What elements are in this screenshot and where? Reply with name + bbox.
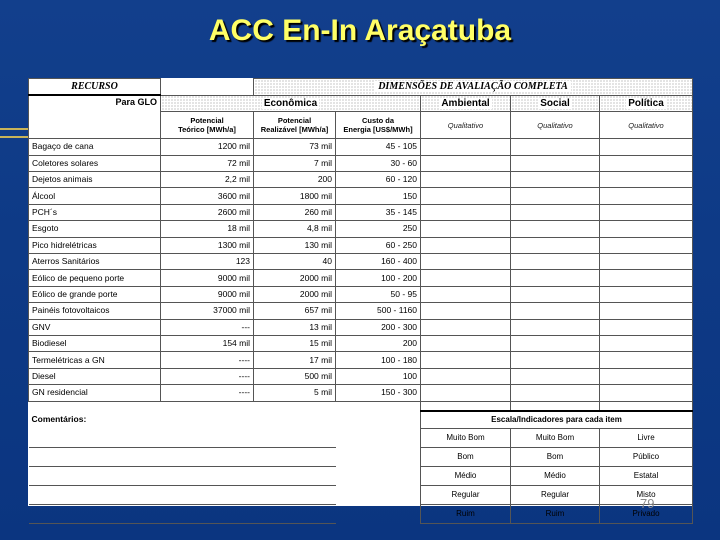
potencial-teorico-cell: ---- — [161, 352, 254, 368]
escala-cell: Regular — [511, 485, 600, 504]
ambiental-cell — [421, 319, 511, 335]
slide-title: ACC En-In Araçatuba — [208, 14, 512, 47]
escala-cell: Muito Bom — [511, 429, 600, 448]
resource-name: Álcool — [29, 188, 161, 204]
potencial-realizavel-cell: 17 mil — [254, 352, 336, 368]
custo-energia-cell: 200 - 300 — [336, 319, 421, 335]
resource-name: Painéis fotovoltaicos — [29, 303, 161, 319]
potencial-realizavel-cell: 5 mil — [254, 385, 336, 401]
ambiental-qualitativo: Qualitativo — [421, 112, 511, 139]
potencial-teorico-cell: 3600 mil — [161, 188, 254, 204]
social-cell — [511, 188, 600, 204]
custo-energia-cell: 35 - 145 — [336, 204, 421, 220]
ambiental-cell — [421, 303, 511, 319]
para-glo-label: Para GLO — [29, 95, 161, 138]
social-cell — [511, 335, 600, 351]
spacer-cell — [600, 401, 693, 411]
header-row-dimensions — [29, 95, 693, 111]
politica-cell — [600, 139, 693, 155]
comentarios-row — [29, 411, 693, 429]
potencial-realizavel-cell: 1800 mil — [254, 188, 336, 204]
potencial-realizavel-cell: 4,8 mil — [254, 221, 336, 237]
ambiental-label: Ambiental — [441, 98, 490, 110]
spacer-cell — [421, 401, 511, 411]
ambiental-cell — [421, 254, 511, 270]
custo-energia-cell: 250 — [336, 221, 421, 237]
spacer-cell — [29, 401, 421, 411]
ambiental-cell — [421, 221, 511, 237]
ambiental-cell — [421, 139, 511, 155]
custo-energia-cell: 30 - 60 — [336, 155, 421, 171]
table-row — [29, 237, 693, 253]
potencial-teorico-cell: 2,2 mil — [161, 172, 254, 188]
resource-name: Pico hidrelétricas — [29, 237, 161, 253]
resource-name: GNV — [29, 319, 161, 335]
comment-line — [29, 466, 336, 485]
escala-cell: Estatal — [600, 466, 693, 485]
custo-energia-cell: 45 - 105 — [336, 139, 421, 155]
politica-cell — [600, 286, 693, 302]
decorative-line — [0, 128, 30, 130]
potencial-teorico-line1: Potencial — [190, 116, 224, 126]
economica-header — [161, 95, 421, 111]
table-row — [29, 385, 693, 401]
politica-cell — [600, 221, 693, 237]
resource-name: Termelétricas a GN — [29, 352, 161, 368]
resource-name: GN residencial — [29, 385, 161, 401]
comment-line — [29, 504, 336, 523]
escala-cell: Ruim — [511, 504, 600, 523]
resource-name: Dejetos animais — [29, 172, 161, 188]
politica-label: Política — [628, 98, 664, 110]
potencial-realizavel-cell: 130 mil — [254, 237, 336, 253]
social-cell — [511, 155, 600, 171]
resource-name: Coletores solares — [29, 155, 161, 171]
potencial-teorico-cell: 9000 mil — [161, 286, 254, 302]
table-row — [29, 254, 693, 270]
custo-energia-cell: 100 — [336, 368, 421, 384]
escala-cell: Misto — [600, 485, 693, 504]
ambiental-cell — [421, 385, 511, 401]
header-spacer — [161, 79, 254, 96]
table-row — [29, 352, 693, 368]
potencial-teorico-cell: 1200 mil — [161, 139, 254, 155]
spacer-cell — [336, 429, 421, 448]
potencial-realizavel-cell: 13 mil — [254, 319, 336, 335]
ambiental-cell — [421, 270, 511, 286]
table-row — [29, 286, 693, 302]
decorative-line — [0, 136, 30, 138]
spacer-row — [29, 401, 693, 411]
recurso-header: RECURSO — [29, 79, 161, 96]
escala-cell: Muito Bom — [421, 429, 511, 448]
table-row — [29, 139, 693, 155]
spacer-cell — [336, 411, 421, 429]
resource-name: Eólico de grande porte — [29, 286, 161, 302]
table-row — [29, 319, 693, 335]
social-label: Social — [540, 98, 570, 110]
table-row — [29, 368, 693, 384]
escala-cell: Médio — [421, 466, 511, 485]
politica-cell — [600, 368, 693, 384]
potencial-teorico-cell: --- — [161, 319, 254, 335]
ambiental-cell — [421, 188, 511, 204]
social-cell — [511, 319, 600, 335]
escala-cell: Privado — [600, 504, 693, 523]
custo-energia-line2: Energia [US$/MWh] — [343, 125, 413, 135]
header-row-top — [29, 79, 693, 96]
custo-energia-cell: 200 — [336, 335, 421, 351]
custo-energia-cell: 150 — [336, 188, 421, 204]
potencial-teorico-cell: 37000 mil — [161, 303, 254, 319]
potencial-realizavel-cell: 200 — [254, 172, 336, 188]
potencial-realizavel-line1: Potencial — [277, 116, 312, 126]
ambiental-header — [421, 95, 511, 111]
ambiental-cell — [421, 286, 511, 302]
comment-line — [29, 447, 336, 466]
potencial-realizavel-cell: 657 mil — [254, 303, 336, 319]
custo-energia-cell: 100 - 180 — [336, 352, 421, 368]
comment-line — [29, 429, 336, 448]
politica-header — [600, 95, 693, 111]
social-cell — [511, 270, 600, 286]
escala-cell: Médio — [511, 466, 600, 485]
politica-cell — [600, 385, 693, 401]
escala-cell: Bom — [511, 447, 600, 466]
potencial-realizavel-cell: 7 mil — [254, 155, 336, 171]
custo-energia-cell: 500 - 1160 — [336, 303, 421, 319]
politica-cell — [600, 352, 693, 368]
ambiental-cell — [421, 172, 511, 188]
table-row — [29, 303, 693, 319]
custo-energia-cell: 100 - 200 — [336, 270, 421, 286]
resource-name: Eólico de pequeno porte — [29, 270, 161, 286]
spacer-cell — [336, 466, 421, 485]
escala-cell: Regular — [421, 485, 511, 504]
custo-energia-cell: 60 - 250 — [336, 237, 421, 253]
ambiental-cell — [421, 237, 511, 253]
resource-name: Aterros Sanitários — [29, 254, 161, 270]
custo-energia-header — [336, 112, 421, 139]
politica-cell — [600, 270, 693, 286]
escala-title: Escala/Indicadores para cada item — [421, 411, 693, 429]
potencial-teorico-cell: 9000 mil — [161, 270, 254, 286]
resource-name: Bagaço de cana — [29, 139, 161, 155]
spacer-cell — [336, 447, 421, 466]
resource-evaluation-table — [28, 78, 693, 524]
ambiental-cell — [421, 368, 511, 384]
potencial-realizavel-cell: 500 mil — [254, 368, 336, 384]
page-number: 79 — [640, 496, 655, 511]
social-cell — [511, 303, 600, 319]
social-cell — [511, 254, 600, 270]
escala-cell: Ruim — [421, 504, 511, 523]
potencial-realizavel-cell: 40 — [254, 254, 336, 270]
social-cell — [511, 368, 600, 384]
spacer-cell — [511, 401, 600, 411]
politica-qualitativo: Qualitativo — [600, 112, 693, 139]
potencial-realizavel-cell: 2000 mil — [254, 270, 336, 286]
ambiental-cell — [421, 155, 511, 171]
potencial-realizavel-header — [254, 112, 336, 139]
potencial-realizavel-cell: 2000 mil — [254, 286, 336, 302]
ambiental-cell — [421, 335, 511, 351]
economica-label: Econômica — [263, 98, 318, 110]
spacer-cell — [336, 504, 421, 523]
politica-cell — [600, 204, 693, 220]
potencial-teorico-cell: 123 — [161, 254, 254, 270]
table-row — [29, 270, 693, 286]
comment-line — [29, 485, 336, 504]
escala-row — [29, 485, 693, 504]
social-cell — [511, 139, 600, 155]
spreadsheet-table — [28, 78, 692, 519]
politica-cell — [600, 155, 693, 171]
potencial-teorico-cell: 72 mil — [161, 155, 254, 171]
resource-name: Diesel — [29, 368, 161, 384]
escala-cell: Bom — [421, 447, 511, 466]
escala-cell: Público — [600, 447, 693, 466]
custo-energia-cell: 160 - 400 — [336, 254, 421, 270]
social-cell — [511, 286, 600, 302]
potencial-teorico-line2: Teórico [MWh/a] — [178, 125, 236, 135]
dimensoes-label: DIMENSÕES DE AVALIAÇÃO COMPLETA — [375, 81, 571, 92]
politica-cell — [600, 319, 693, 335]
custo-energia-cell: 150 - 300 — [336, 385, 421, 401]
table-row — [29, 188, 693, 204]
custo-energia-cell: 50 - 95 — [336, 286, 421, 302]
politica-cell — [600, 172, 693, 188]
escala-cell: Livre — [600, 429, 693, 448]
table-row — [29, 155, 693, 171]
social-cell — [511, 172, 600, 188]
potencial-teorico-cell: 2600 mil — [161, 204, 254, 220]
resource-name: Biodiesel — [29, 335, 161, 351]
potencial-realizavel-cell: 15 mil — [254, 335, 336, 351]
ambiental-cell — [421, 352, 511, 368]
potencial-realizavel-line2: Realizável [MWh/a] — [260, 125, 329, 135]
politica-cell — [600, 254, 693, 270]
comentarios-label: Comentários: — [31, 414, 87, 425]
spacer-cell — [336, 485, 421, 504]
social-cell — [511, 352, 600, 368]
politica-cell — [600, 188, 693, 204]
ambiental-cell — [421, 204, 511, 220]
potencial-realizavel-cell: 73 mil — [254, 139, 336, 155]
potencial-teorico-cell: 1300 mil — [161, 237, 254, 253]
politica-cell — [600, 303, 693, 319]
social-header — [511, 95, 600, 111]
escala-row — [29, 504, 693, 523]
social-cell — [511, 385, 600, 401]
politica-cell — [600, 237, 693, 253]
table-row — [29, 204, 693, 220]
potencial-teorico-cell: ---- — [161, 368, 254, 384]
escala-row — [29, 429, 693, 448]
table-row — [29, 172, 693, 188]
escala-row — [29, 447, 693, 466]
custo-energia-cell: 60 - 120 — [336, 172, 421, 188]
escala-row — [29, 466, 693, 485]
social-cell — [511, 237, 600, 253]
social-qualitativo: Qualitativo — [511, 112, 600, 139]
potencial-teorico-cell: 18 mil — [161, 221, 254, 237]
resource-name: PCH´s — [29, 204, 161, 220]
potencial-teorico-cell: 154 mil — [161, 335, 254, 351]
social-cell — [511, 204, 600, 220]
table-row — [29, 221, 693, 237]
politica-cell — [600, 335, 693, 351]
resource-name: Esgoto — [29, 221, 161, 237]
potencial-teorico-cell: ---- — [161, 385, 254, 401]
custo-energia-line1: Custo da — [361, 116, 395, 126]
table-row — [29, 335, 693, 351]
potencial-realizavel-cell: 260 mil — [254, 204, 336, 220]
dimensoes-header — [254, 79, 693, 96]
potencial-teorico-header — [161, 112, 254, 139]
social-cell — [511, 221, 600, 237]
